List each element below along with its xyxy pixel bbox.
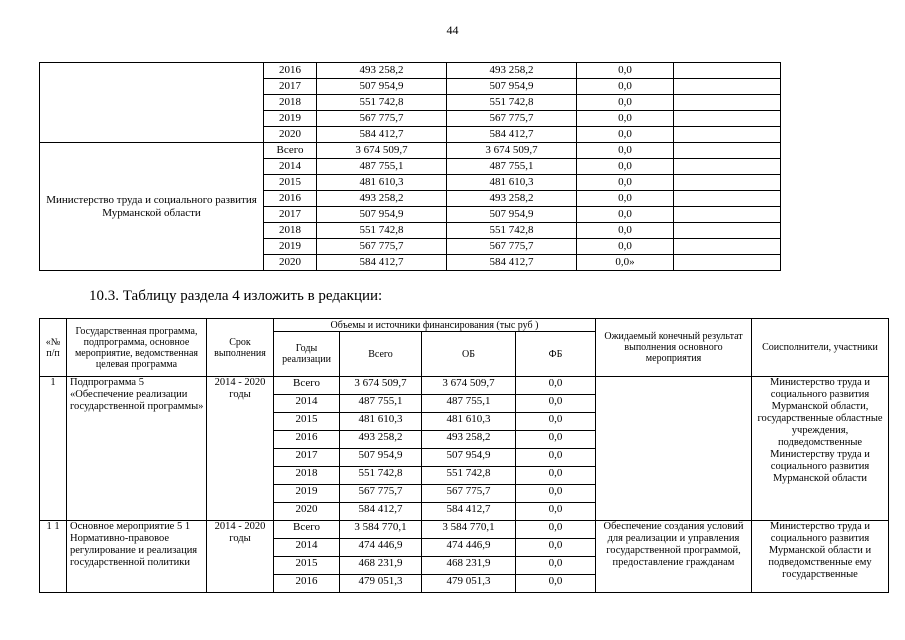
table-cell: 0,0» <box>577 255 674 271</box>
table-row <box>40 377 889 395</box>
table-cell: 507 954,9 <box>447 207 577 223</box>
table-cell: 493 258,2 <box>447 191 577 207</box>
table-cell: 2016 <box>264 191 317 207</box>
table-cell: 493 258,2 <box>447 63 577 79</box>
table-cell: 481 610,3 <box>317 175 447 191</box>
empty-cell <box>674 63 781 79</box>
table-cell: 0,0 <box>516 575 596 593</box>
empty-cell <box>674 207 781 223</box>
table-cell: 2017 <box>274 449 340 467</box>
program-cell: Основное мероприятие 5 1 Нормативно-правовое регулирование и реализация государственной политики <box>67 521 207 593</box>
table-cell: 0,0 <box>577 207 674 223</box>
header-term: Срок выполнения <box>207 319 274 377</box>
empty-cell <box>674 223 781 239</box>
table-cell: 493 258,2 <box>422 431 516 449</box>
table-cell: 468 231,9 <box>340 557 422 575</box>
table-cell: 551 742,8 <box>317 95 447 111</box>
empty-cell <box>674 255 781 271</box>
table-cell: 584 412,7 <box>447 255 577 271</box>
table-cell: 2018 <box>264 95 317 111</box>
table-cell: 567 775,7 <box>317 239 447 255</box>
table-cell: 2014 <box>274 395 340 413</box>
table-cell: 0,0 <box>577 79 674 95</box>
row-num-cell: 1 1 <box>40 521 67 593</box>
table-cell: 468 231,9 <box>422 557 516 575</box>
table-cell: Всего <box>274 521 340 539</box>
table-cell: 2017 <box>264 79 317 95</box>
empty-cell <box>674 159 781 175</box>
table-cell: 2018 <box>274 467 340 485</box>
table-cell: 507 954,9 <box>317 79 447 95</box>
table-cell: 2016 <box>274 431 340 449</box>
table-cell: 584 412,7 <box>340 503 422 521</box>
table-cell: 551 742,8 <box>317 223 447 239</box>
result-cell: Обеспечение создания условий для реализации и управления государственной программой, предоставление гражданам <box>596 521 752 593</box>
table-cell: 2019 <box>264 239 317 255</box>
table-cell: 3 584 770,1 <box>422 521 516 539</box>
header-partners: Соисполнители, участники <box>752 319 889 377</box>
empty-cell <box>674 127 781 143</box>
table-cell: 507 954,9 <box>340 449 422 467</box>
table-row <box>40 143 781 159</box>
table-cell: 567 775,7 <box>340 485 422 503</box>
table-cell: 551 742,8 <box>447 95 577 111</box>
table-cell: 2015 <box>274 557 340 575</box>
table-cell: 0,0 <box>516 503 596 521</box>
table-cell: 3 674 509,7 <box>447 143 577 159</box>
table-cell: 507 954,9 <box>422 449 516 467</box>
table-cell: Всего <box>264 143 317 159</box>
table-cell: 0,0 <box>577 95 674 111</box>
table-cell: 0,0 <box>516 539 596 557</box>
table-cell: 2020 <box>264 127 317 143</box>
table-cell: 487 755,1 <box>422 395 516 413</box>
table-cell: 474 446,9 <box>422 539 516 557</box>
section-heading: 10.3. Таблицу раздела 4 изложить в редакции: <box>89 288 383 304</box>
table-cell: 487 755,1 <box>340 395 422 413</box>
program-cell: Подпрограмма 5 «Обеспечение реализации государственной программы» <box>67 377 207 521</box>
table-cell: 2018 <box>264 223 317 239</box>
table-cell: 0,0 <box>516 377 596 395</box>
table-cell: 479 051,3 <box>422 575 516 593</box>
empty-cell <box>674 111 781 127</box>
header-fb: ФБ <box>516 332 596 377</box>
empty-cell <box>674 239 781 255</box>
table-cell: 474 446,9 <box>340 539 422 557</box>
section4-table <box>39 318 889 593</box>
table-cell: 2014 <box>274 539 340 557</box>
empty-cell <box>674 175 781 191</box>
partners-cell: Министерство труда и социального развития Мурманской области, государственные областные учреждения, подведомственные Министерству труда и социального развития Мурманской области <box>752 377 889 521</box>
table-cell: 0,0 <box>577 239 674 255</box>
table-cell: 584 412,7 <box>422 503 516 521</box>
funding-table-continued <box>39 62 781 271</box>
table-cell: 584 412,7 <box>317 127 447 143</box>
table-cell: 493 258,2 <box>317 191 447 207</box>
table-cell: 479 051,3 <box>340 575 422 593</box>
table-cell: 481 610,3 <box>422 413 516 431</box>
table-cell: 0,0 <box>577 111 674 127</box>
table-cell: 0,0 <box>516 557 596 575</box>
term-cell: 2014 - 2020 годы <box>207 377 274 521</box>
page-number: 44 <box>446 23 459 37</box>
term-cell: 2014 - 2020 годы <box>207 521 274 593</box>
table-cell: 2014 <box>264 159 317 175</box>
table-cell: 0,0 <box>516 521 596 539</box>
header-num: «№ п/п <box>40 319 67 377</box>
table-cell: 3 674 509,7 <box>340 377 422 395</box>
table-cell: 481 610,3 <box>447 175 577 191</box>
table-cell: 567 775,7 <box>317 111 447 127</box>
table-cell: 493 258,2 <box>317 63 447 79</box>
table-cell: 2020 <box>264 255 317 271</box>
table-cell: 2019 <box>274 485 340 503</box>
table-cell: 584 412,7 <box>447 127 577 143</box>
table-cell: 2015 <box>274 413 340 431</box>
table-cell: 0,0 <box>577 127 674 143</box>
table-cell: 551 742,8 <box>447 223 577 239</box>
header-result: Ожидаемый конечный результат выполнения основного мероприятия <box>596 319 752 377</box>
table-cell: 0,0 <box>577 143 674 159</box>
table-cell: 0,0 <box>516 413 596 431</box>
table-cell: 0,0 <box>516 467 596 485</box>
blank-org-cell <box>40 63 264 143</box>
table-row <box>40 63 781 79</box>
table-cell: 507 954,9 <box>317 207 447 223</box>
table-cell: 0,0 <box>516 431 596 449</box>
header-years: Годы реализации <box>274 332 340 377</box>
org-name-cell: Министерство труда и социального развития Мурманской области <box>40 143 264 271</box>
table-cell: 551 742,8 <box>422 467 516 485</box>
header-ob: ОБ <box>422 332 516 377</box>
table-cell: 567 775,7 <box>447 111 577 127</box>
table-cell: 3 674 509,7 <box>422 377 516 395</box>
table-cell: 493 258,2 <box>340 431 422 449</box>
table-cell: 3 584 770,1 <box>340 521 422 539</box>
table-cell: 507 954,9 <box>447 79 577 95</box>
table-cell: 487 755,1 <box>447 159 577 175</box>
table-cell: 2016 <box>264 63 317 79</box>
table-cell: 2016 <box>274 575 340 593</box>
table-cell: 2019 <box>264 111 317 127</box>
table-cell: 0,0 <box>516 449 596 467</box>
empty-cell <box>674 95 781 111</box>
partners-cell: Министерство труда и социального развития Мурманской области и подведомственные ему государственные <box>752 521 889 593</box>
result-cell <box>596 377 752 521</box>
table-cell: 0,0 <box>577 175 674 191</box>
table-cell: 2017 <box>264 207 317 223</box>
header-total: Всего <box>340 332 422 377</box>
row-num-cell: 1 <box>40 377 67 521</box>
table-cell: 584 412,7 <box>317 255 447 271</box>
empty-cell <box>674 191 781 207</box>
table-row <box>40 521 889 539</box>
table-cell: 3 674 509,7 <box>317 143 447 159</box>
table-cell: 0,0 <box>516 485 596 503</box>
header-funding: Объемы и источники финансирования (тыс руб ) <box>274 319 596 332</box>
table-cell: 551 742,8 <box>340 467 422 485</box>
table-cell: 0,0 <box>577 223 674 239</box>
table-cell: 0,0 <box>516 395 596 413</box>
table-cell: 567 775,7 <box>422 485 516 503</box>
empty-cell <box>674 143 781 159</box>
table-cell: 487 755,1 <box>317 159 447 175</box>
table-cell: 2020 <box>274 503 340 521</box>
table-cell: 0,0 <box>577 159 674 175</box>
header-program: Государственная программа, подпрограмма, основное мероприятие, ведомственная целевая программа <box>67 319 207 377</box>
table-cell: Всего <box>274 377 340 395</box>
table-cell: 567 775,7 <box>447 239 577 255</box>
table-cell: 2015 <box>264 175 317 191</box>
table-cell: 0,0 <box>577 191 674 207</box>
table-cell: 0,0 <box>577 63 674 79</box>
empty-cell <box>674 79 781 95</box>
table-cell: 481 610,3 <box>340 413 422 431</box>
